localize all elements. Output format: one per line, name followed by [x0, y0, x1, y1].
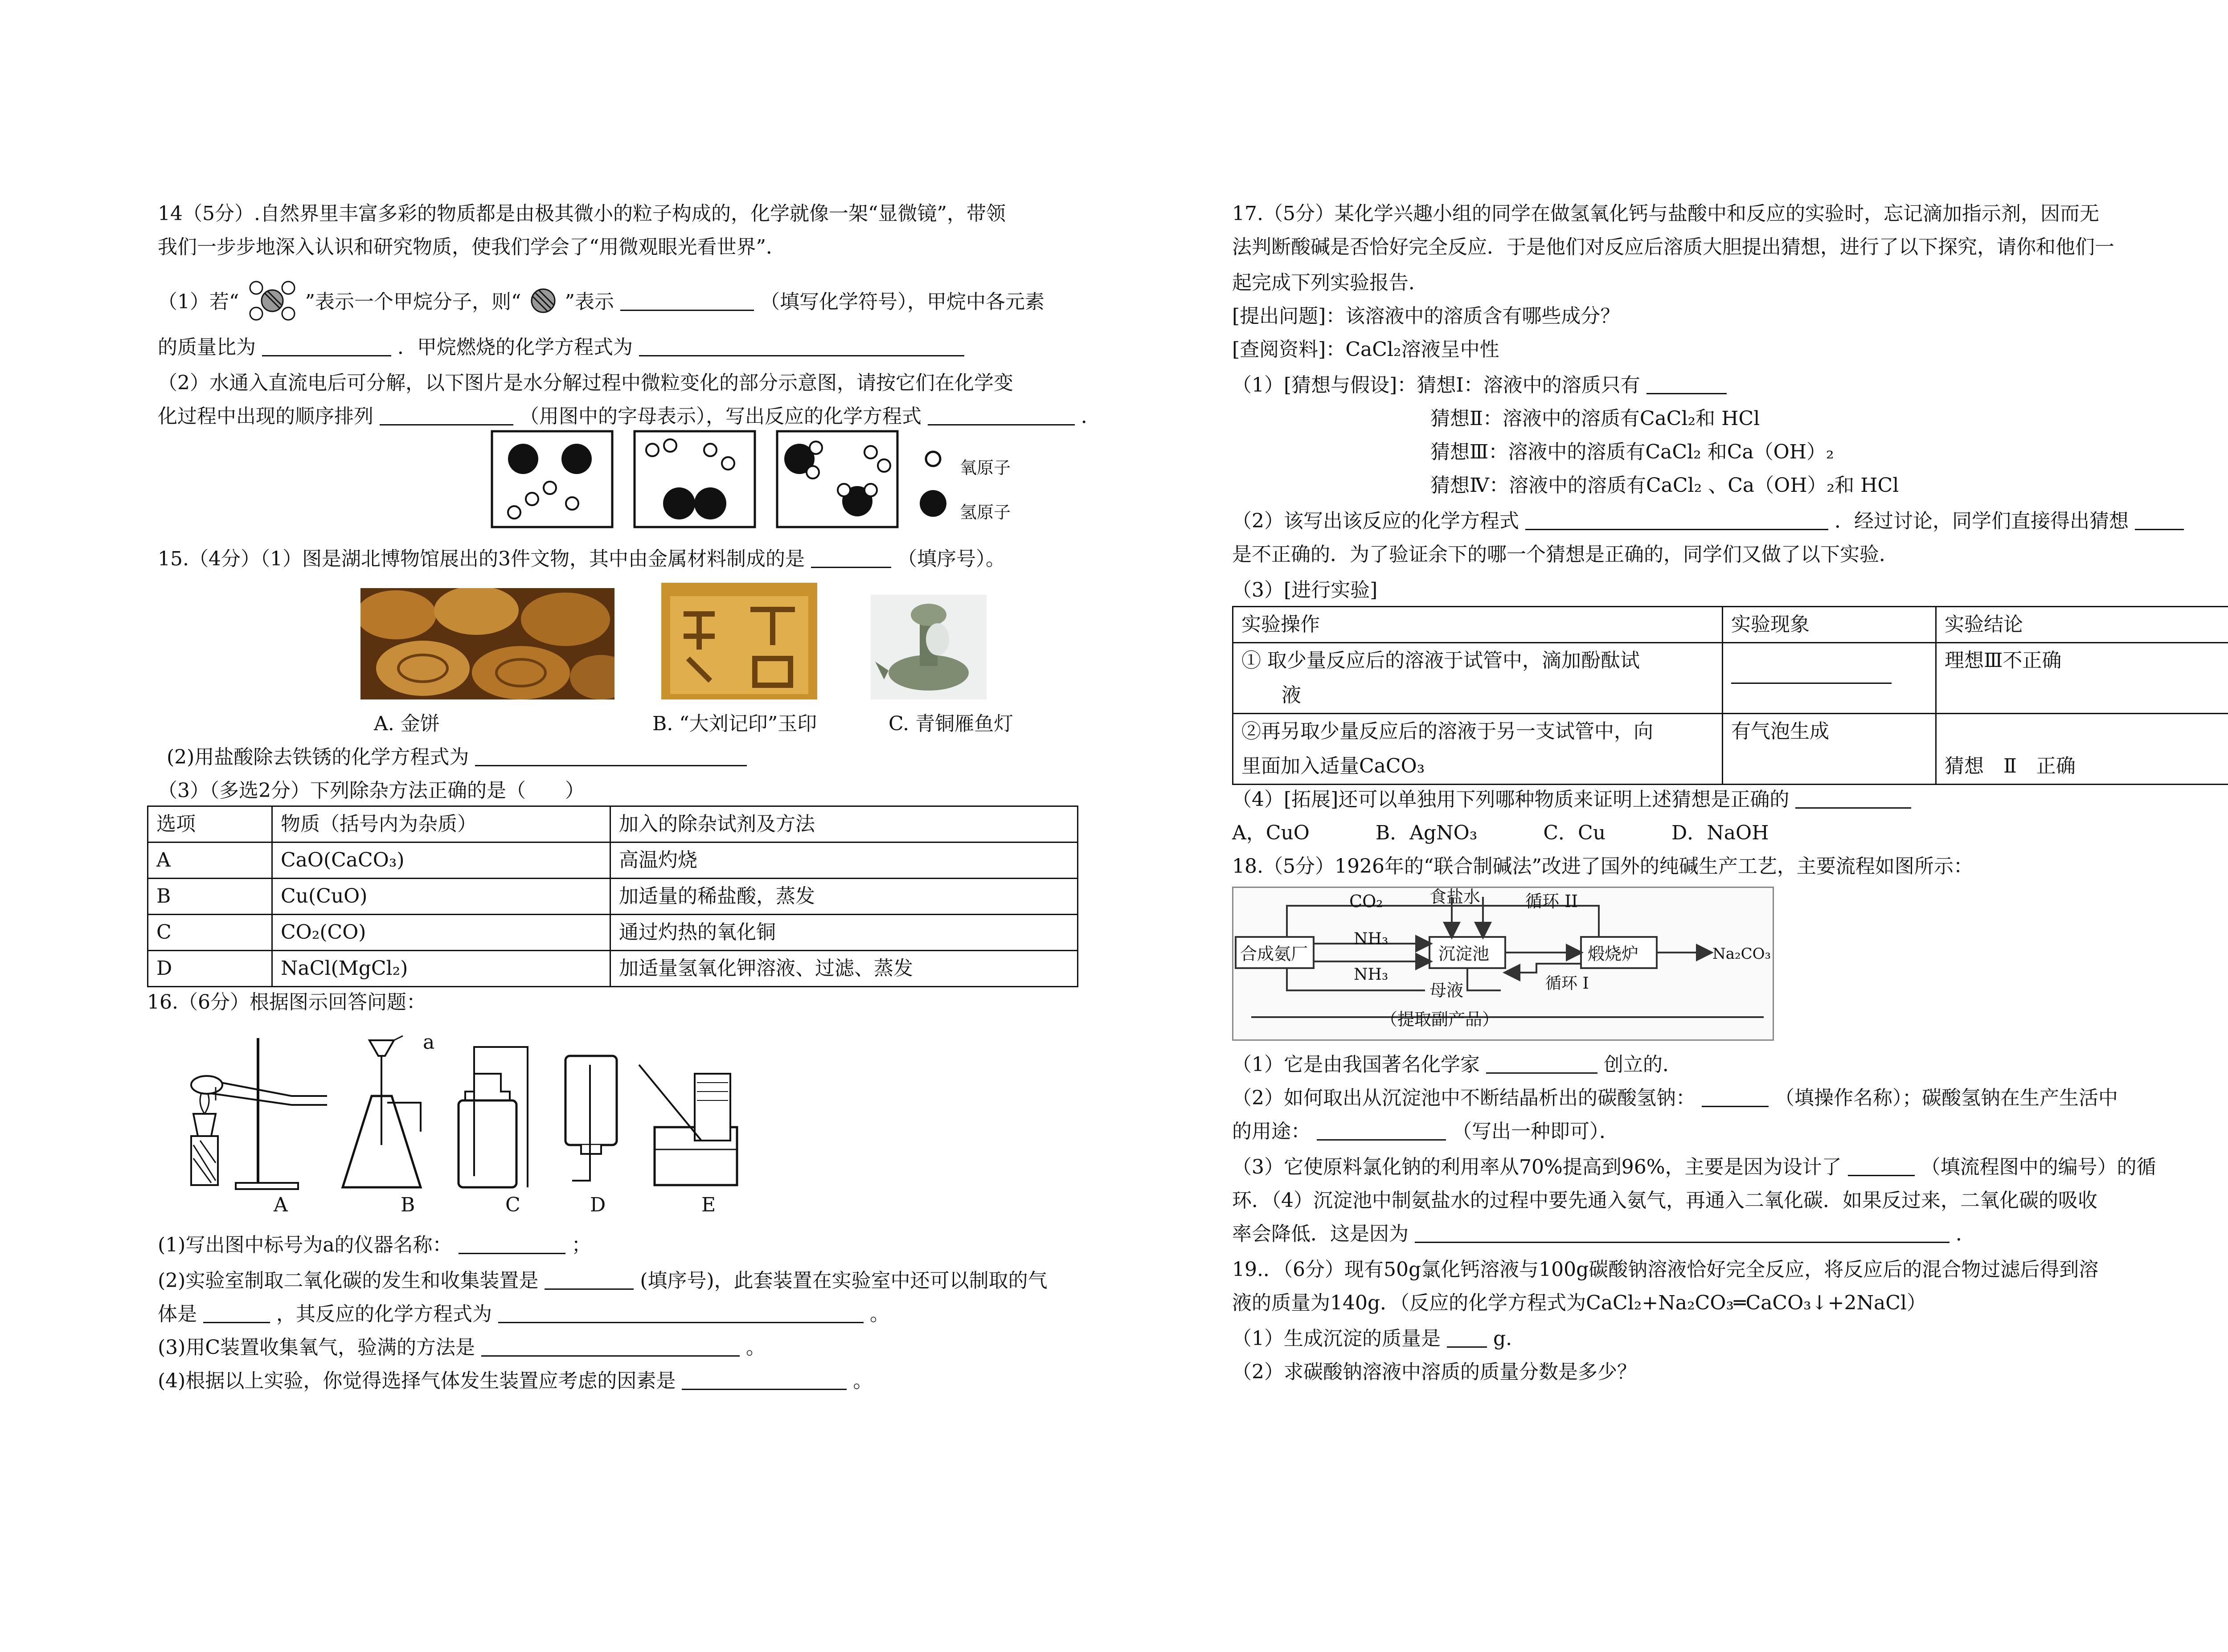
table-cell: B — [148, 879, 272, 915]
q17-options — [1232, 815, 1769, 851]
q14-blank-methane-equation[interactable] — [639, 332, 964, 356]
q16-part1: (1)写出图中标号为a的仪器名称： ； — [158, 1227, 591, 1263]
q16-blank-instrument[interactable] — [459, 1230, 565, 1254]
q18-part3-end: 率会降低．这是因为 ． — [1232, 1216, 1975, 1252]
flow-product: Na₂CO₃ — [1712, 945, 1771, 963]
q16-blank-factors[interactable] — [682, 1366, 847, 1390]
q17-blank-h1[interactable] — [1646, 370, 1727, 394]
q15-blank-metal[interactable] — [811, 544, 891, 568]
lab-apparatus-diagram — [189, 1029, 835, 1198]
q17-experiment-table — [1232, 606, 2228, 785]
apparatus-label-e: E — [701, 1194, 716, 1216]
table-header-row — [1233, 607, 2228, 643]
table-row — [148, 951, 1078, 987]
q17-question: [提出问题]：该溶液中的溶质含有哪些成分？ — [1232, 305, 1620, 327]
q16-line1: 16.（6分）根据图示回答问题： — [147, 991, 426, 1014]
q16-blank-check-method[interactable] — [481, 1332, 740, 1357]
methane-molecule-icon — [246, 281, 299, 321]
carbon-atom-icon — [528, 285, 559, 316]
q14-blank-water-equation[interactable] — [928, 401, 1075, 425]
right-column — [1232, 0, 2228, 1604]
q18-part2: （2）如何取出从沉淀池中不断结晶析出的碳酸氢钠： （填操作名称）；碳酸氢钠在生产生活中 — [1232, 1080, 2118, 1116]
apparatus-label-b: B — [401, 1194, 415, 1216]
q15-part2: (2)用盐酸除去铁锈的化学方程式为 — [167, 740, 747, 775]
q14-part2-cont: 化过程中出现的顺序排列 （用图中的字母表示），写出反应的化学方程式 ． — [158, 399, 1101, 434]
q17-part2-cont: 是不正确的．为了验证余下的哪一个猜想是正确的，同学们又做了以下实验． — [1232, 543, 1899, 566]
q17-hypothesis-3: 猜想Ⅲ：溶液中的溶质有CaCl₂ 和Ca（OH）₂ — [1430, 441, 1834, 463]
q18-part3: （3）它使原料氯化钠的利用率从70%提高到96%，主要是因为设计了 （填流程图中的编号）的循 — [1232, 1149, 2156, 1185]
table-row — [148, 879, 1078, 915]
flow-byproduct: （提取副产品） — [1380, 1010, 1499, 1029]
option-a: A，CuO — [1232, 822, 1310, 844]
bronze-lamp-photo — [871, 595, 987, 699]
flow-furnace: 煅烧炉 — [1588, 944, 1639, 964]
q16-part2: (2)实验室制取二氧化碳的发生和收集装置是 (填序号)，此套装置在实验室中还可以制取的气 — [158, 1263, 1048, 1299]
q18-blank-loop[interactable] — [1848, 1152, 1915, 1176]
q19-part1: （1）生成沉淀的质量是 g. — [1232, 1321, 1512, 1357]
legend-oxygen-label: 氧原子 — [960, 458, 1011, 478]
flow-salt-water: 食盐水 — [1429, 887, 1481, 907]
table-cell: 加适量氢氧化钾溶液、过滤、蒸发 — [610, 951, 1078, 987]
jade-seal-photo — [661, 583, 817, 699]
q19-line1: 19.．（6分）现有50g氯化钙溶液与100g碳酸钠溶液恰好完全反应，将反应后的混合物过滤后得到溶 — [1232, 1258, 2099, 1281]
table-cell — [1723, 643, 1936, 714]
q18-blank-reason[interactable] — [1415, 1219, 1950, 1243]
label-a: a — [423, 1031, 435, 1054]
q14-part1: （1）若“ ”表示一个甲烷分子，则“ ”表示 （填写化学符号），甲烷中各元素 — [158, 281, 1044, 321]
table-cell: CaO(CaCO₃) — [272, 842, 610, 879]
option-b: B．AgNO₃ — [1375, 822, 1478, 844]
caption-bronze-lamp: C. 青铜雁鱼灯 — [889, 712, 1014, 735]
flow-nh3-top: NH₃ — [1354, 930, 1388, 948]
q14-line1: 14（5分）.自然界里丰富多彩的物质都是由极其微小的粒子构成的，化学就像一架“显微镜”，带领 — [158, 202, 1006, 225]
apparatus-label-a: A — [274, 1194, 288, 1216]
caption-jade-seal: B. “大刘记印”玉印 — [652, 712, 817, 735]
table-cell: D — [148, 951, 272, 987]
q16-part2-cont: 体是 ，其反应的化学方程式为 。 — [158, 1296, 889, 1332]
q17-line1: 17.（5分）某化学兴趣小组的同学在做氢氧化钙与盐酸中和反应的实验时，忘记滴加指示剂，因而无 — [1232, 202, 2099, 225]
q14-blank-mass-ratio[interactable] — [262, 332, 391, 356]
flowchart-lines — [1233, 888, 1773, 1039]
q17-part4: （4）[拓展]还可以单独用下列哪种物质来证明上述猜想是正确的 — [1232, 782, 1911, 818]
q17-hypothesis-4: 猜想Ⅳ：溶液中的溶质有CaCl₂ 、Ca（OH）₂和 HCl — [1430, 474, 1899, 497]
table-row — [1233, 714, 2228, 785]
q17-line3: 起完成下列实验报告． — [1232, 271, 1428, 294]
q18-blank-use[interactable] — [1317, 1116, 1446, 1141]
q16-blank-gas[interactable] — [203, 1299, 270, 1323]
q18-part1: （1）它是由我国著名化学家 创立的． — [1232, 1047, 1682, 1083]
table-cell: NaCl(MgCl₂) — [272, 951, 610, 987]
table-cell: Cu(CuO) — [272, 879, 610, 915]
q17-line2: 法判断酸碱是否恰好完全反应．于是他们对反应后溶质大胆提出猜想，进行了以下探究，请你和他们一 — [1232, 236, 2114, 258]
q17-part3: （3）[进行实验] — [1232, 579, 1378, 601]
apparatus-label-d: D — [590, 1194, 606, 1216]
table-header: 物质（括号内为杂质） — [272, 806, 610, 842]
q15-blank-rust-equation[interactable] — [475, 742, 747, 766]
q16-part4: (4)根据以上实验，你觉得选择气体发生装置应考虑的因素是 。 — [158, 1363, 872, 1399]
option-d: D．NaOH — [1671, 822, 1769, 844]
q18-blank-operation[interactable] — [1702, 1083, 1769, 1107]
table-cell: 猜想 Ⅱ 正确 — [1936, 714, 2228, 785]
flow-nh3-bottom: NH₃ — [1354, 965, 1388, 984]
q17-hypothesis-2: 猜想Ⅱ：溶液中的溶质有CaCl₂和 HCl — [1430, 407, 1760, 430]
option-c: C．Cu — [1543, 822, 1606, 844]
table-row — [148, 842, 1078, 879]
flow-settling-tank: 沉淀池 — [1438, 944, 1490, 964]
flow-loop-2: 循环 II — [1525, 891, 1578, 911]
table-row — [1233, 643, 2228, 714]
q18-part3-cont: 环．（4）沉淀池中制氨盐水的过程中要先通入氨气，再通入二氧化碳．如果反过来，二氧化碳的吸收 — [1232, 1189, 2097, 1212]
apparatus-label-c: C — [505, 1194, 520, 1216]
q14-blank-symbol[interactable] — [620, 286, 754, 311]
table-row — [148, 915, 1078, 951]
q14-line2: 我们一步步地深入认识和研究物质，使我们学会了“用微观眼光看世界”． — [158, 236, 786, 258]
table-cell: 有气泡生成 — [1723, 714, 1936, 785]
table-cell: CO₂(CO) — [272, 915, 610, 951]
q16-blank-equation[interactable] — [498, 1299, 864, 1323]
q18-part2-cont: 的用途： （写出一种即可）． — [1232, 1114, 1619, 1149]
flow-co2: CO₂ — [1349, 891, 1383, 911]
table-header: 实验现象 — [1723, 607, 1936, 643]
table-cell: 通过灼热的氧化铜 — [610, 915, 1078, 951]
q17-hypothesis-1: （1）[猜想与假设]：猜想Ⅰ：溶液中的溶质只有 — [1232, 368, 1727, 403]
flow-ammonia-plant: 合成氨厂 — [1240, 944, 1308, 964]
q19-part2: （2）求碳酸钠溶液中溶质的质量分数是多少？ — [1232, 1361, 1637, 1383]
q15-impurity-table — [147, 806, 1078, 987]
gold-cake-photo — [360, 588, 614, 699]
table-cell: C — [148, 915, 272, 951]
q17-info: [查阅资料]：CaCl₂溶液呈中性 — [1232, 338, 1499, 361]
caption-gold-cake: A. 金饼 — [374, 712, 440, 735]
q14-blank-order[interactable] — [380, 401, 513, 425]
q14-part2: （2）水通入直流电后可分解，以下图片是水分解过程中微粒变化的部分示意图，请按它们在化学变 — [158, 372, 1013, 394]
q17-blank-reagent[interactable] — [1795, 784, 1911, 809]
q17-blank-equation[interactable] — [1525, 506, 1828, 530]
table-header: 实验结论 — [1936, 607, 2228, 643]
legend-hydrogen-label: 氢原子 — [960, 503, 1011, 522]
table-cell: ① 取少量反应后的溶液于试管中，滴加酚酞试 液 — [1233, 643, 1723, 714]
table-cell: A — [148, 842, 272, 879]
table-cell: 高温灼烧 — [610, 842, 1078, 879]
table-cell: 理想Ⅲ不正确 — [1936, 643, 2228, 714]
q17-part2: （2）该写出该反应的化学方程式 ．经过讨论，同学们直接得出猜想 — [1232, 503, 2184, 539]
q18-blank-chemist[interactable] — [1486, 1049, 1597, 1074]
q19-blank-mass[interactable] — [1447, 1323, 1487, 1348]
table-cell: 加适量的稀盐酸，蒸发 — [610, 879, 1078, 915]
q16-blank-apparatus[interactable] — [545, 1265, 634, 1290]
table-cell: ②再另取少量反应后的溶液于另一支试管中，向 里面加入适量CaCO₃ — [1233, 714, 1723, 785]
flow-mother-liquor: 母液 — [1429, 981, 1464, 1000]
table-header: 加入的除杂试剂及方法 — [610, 806, 1078, 842]
q17-blank-hypothesis[interactable] — [2135, 506, 2184, 530]
q15-part3: （3）（多选2分）下列除杂方法正确的是（ ） — [158, 779, 585, 802]
q19-line2: 液的质量为140g．（反应的化学方程式为CaCl₂+Na₂CO₃═CaCO₃↓+2NaCl） — [1232, 1292, 1927, 1314]
table-header: 选项 — [148, 806, 272, 842]
table-header-row — [148, 806, 1078, 842]
flow-loop-1: 循环 I — [1545, 974, 1589, 993]
table-header: 实验操作 — [1233, 607, 1723, 643]
q15-line1: 15.（4分）（1）图是湖北博物馆展出的3件文物，其中由金属材料制成的是 （填序号）。 — [158, 541, 1005, 577]
q16-part3: (3)用C装置收集氧气，验满的方法是 。 — [158, 1330, 766, 1366]
q14-part1-cont: 的质量比为 ．甲烷燃烧的化学方程式为 — [158, 330, 964, 365]
q18-line1: 18.（5分）1926年的“联合制碱法”改进了国外的纯碱生产工艺，主要流程如图所示： — [1232, 855, 1973, 878]
left-column — [147, 0, 1196, 1604]
q17-blank-phenomenon[interactable] — [1731, 678, 1892, 684]
soda-process-flowchart — [1232, 887, 1774, 1041]
